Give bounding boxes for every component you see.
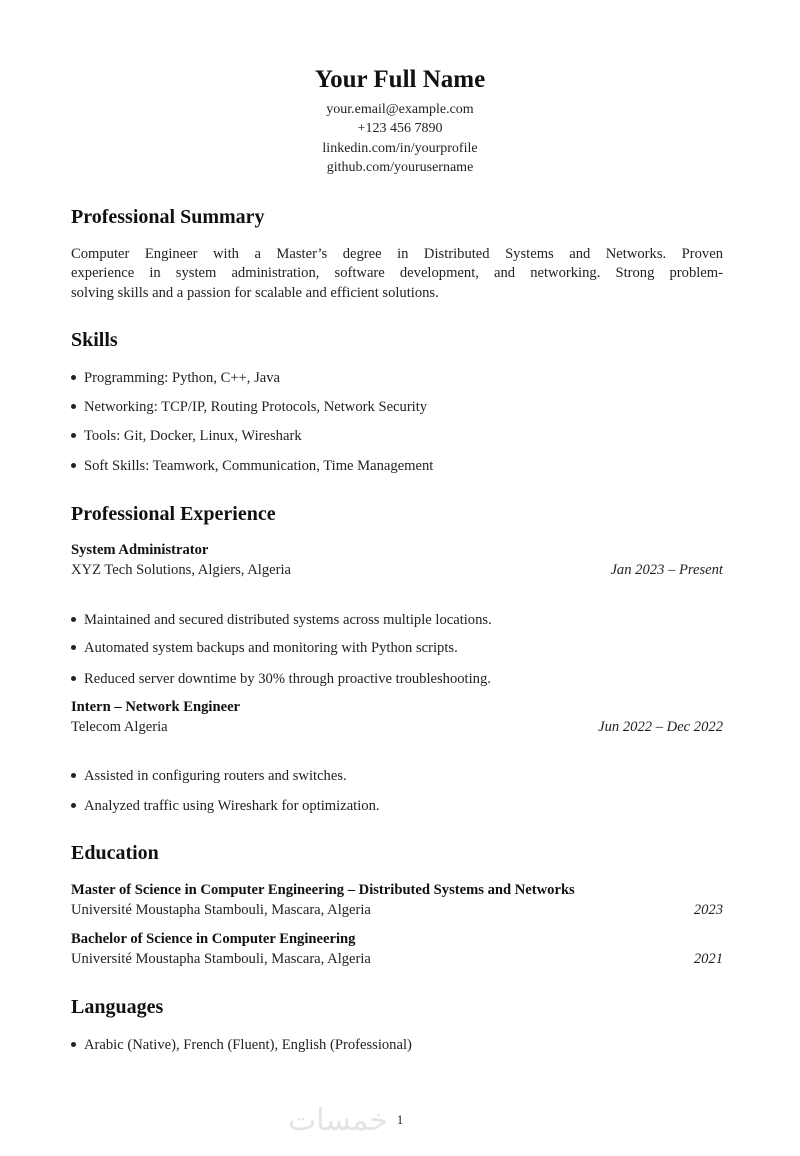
job-bullet	[71, 638, 458, 658]
bullet-icon	[71, 803, 76, 808]
job-dates: Jan 2023 – Present	[610, 562, 723, 578]
skill-text: Programming: Python, C++, Java	[84, 370, 281, 386]
job-bullet-text: Analyzed traffic using Wireshark for optimization.	[84, 798, 380, 814]
education-meta	[71, 949, 723, 969]
summary-line: Computer Engineer with a Master’s degree in Distributed Systems and Networks. Proven	[71, 246, 723, 262]
bullet-icon	[71, 617, 76, 622]
skill-text: Soft Skills: Teamwork, Communication, Time Management	[84, 458, 434, 474]
resume-name: Your Full Name	[314, 66, 486, 93]
education-meta	[71, 900, 723, 920]
skill-item	[71, 426, 302, 446]
bullet-icon	[71, 773, 76, 778]
job-title: System Administrator	[71, 542, 209, 558]
school-name: Université Moustapha Stambouli, Mascara, Algeria	[71, 951, 371, 967]
bullet-icon	[71, 645, 76, 650]
job-bullet	[71, 796, 380, 816]
job-dates: Jun 2022 – Dec 2022	[598, 719, 723, 735]
job-bullet-text: Reduced server downtime by 30% through proactive troubleshooting.	[84, 671, 491, 687]
summary-line: experience in system administration, software development, and networking. Strong problem-	[71, 265, 723, 281]
skill-text: Networking: TCP/IP, Routing Protocols, Network Security	[84, 399, 428, 415]
section-heading-education: Education	[71, 842, 159, 864]
skill-item	[71, 456, 433, 476]
bullet-icon	[71, 676, 76, 681]
bullet-icon	[71, 375, 76, 380]
job-bullet-text: Assisted in configuring routers and switches.	[84, 768, 347, 784]
job-meta	[71, 560, 723, 580]
job-bullet	[71, 766, 347, 786]
school-name: Université Moustapha Stambouli, Mascara, Algeria	[71, 902, 371, 918]
language-text: Arabic (Native), French (Fluent), English (Professional)	[84, 1037, 412, 1053]
contact-github: github.com/yourusername	[326, 160, 474, 175]
page-number: 1	[396, 1112, 404, 1127]
contact-phone: +123 456 7890	[357, 121, 443, 136]
job-bullet	[71, 669, 491, 689]
bullet-icon	[71, 463, 76, 468]
job-bullet	[71, 610, 492, 630]
job-bullet-text: Automated system backups and monitoring with Python scripts.	[84, 640, 458, 656]
degree-title: Master of Science in Computer Engineering – Distributed Systems and Networks	[71, 882, 575, 898]
skill-item	[71, 368, 280, 388]
section-heading-skills: Skills	[71, 329, 118, 351]
job-company: Telecom Algeria	[71, 719, 168, 735]
skill-text: Tools: Git, Docker, Linux, Wireshark	[84, 428, 302, 444]
bullet-icon	[71, 1042, 76, 1047]
graduation-year: 2023	[693, 902, 723, 918]
job-meta	[71, 717, 723, 737]
job-bullet-text: Maintained and secured distributed systems across multiple locations.	[84, 612, 492, 628]
contact-linkedin: linkedin.com/in/yourprofile	[322, 141, 478, 156]
bullet-icon	[71, 433, 76, 438]
watermark-logo: خمسات	[287, 1103, 388, 1138]
degree-title: Bachelor of Science in Computer Engineering	[71, 931, 356, 947]
summary-line: solving skills and a passion for scalable and efficient solutions.	[71, 285, 439, 301]
section-heading-summary: Professional Summary	[71, 206, 265, 228]
skill-item	[71, 397, 427, 417]
job-company: XYZ Tech Solutions, Algiers, Algeria	[71, 562, 292, 578]
language-item	[71, 1035, 412, 1055]
contact-email: your.email@example.com	[326, 102, 474, 117]
section-heading-experience: Professional Experience	[71, 503, 276, 525]
graduation-year: 2021	[693, 951, 723, 967]
bullet-icon	[71, 404, 76, 409]
job-title: Intern – Network Engineer	[71, 699, 241, 715]
section-heading-languages: Languages	[71, 996, 164, 1018]
